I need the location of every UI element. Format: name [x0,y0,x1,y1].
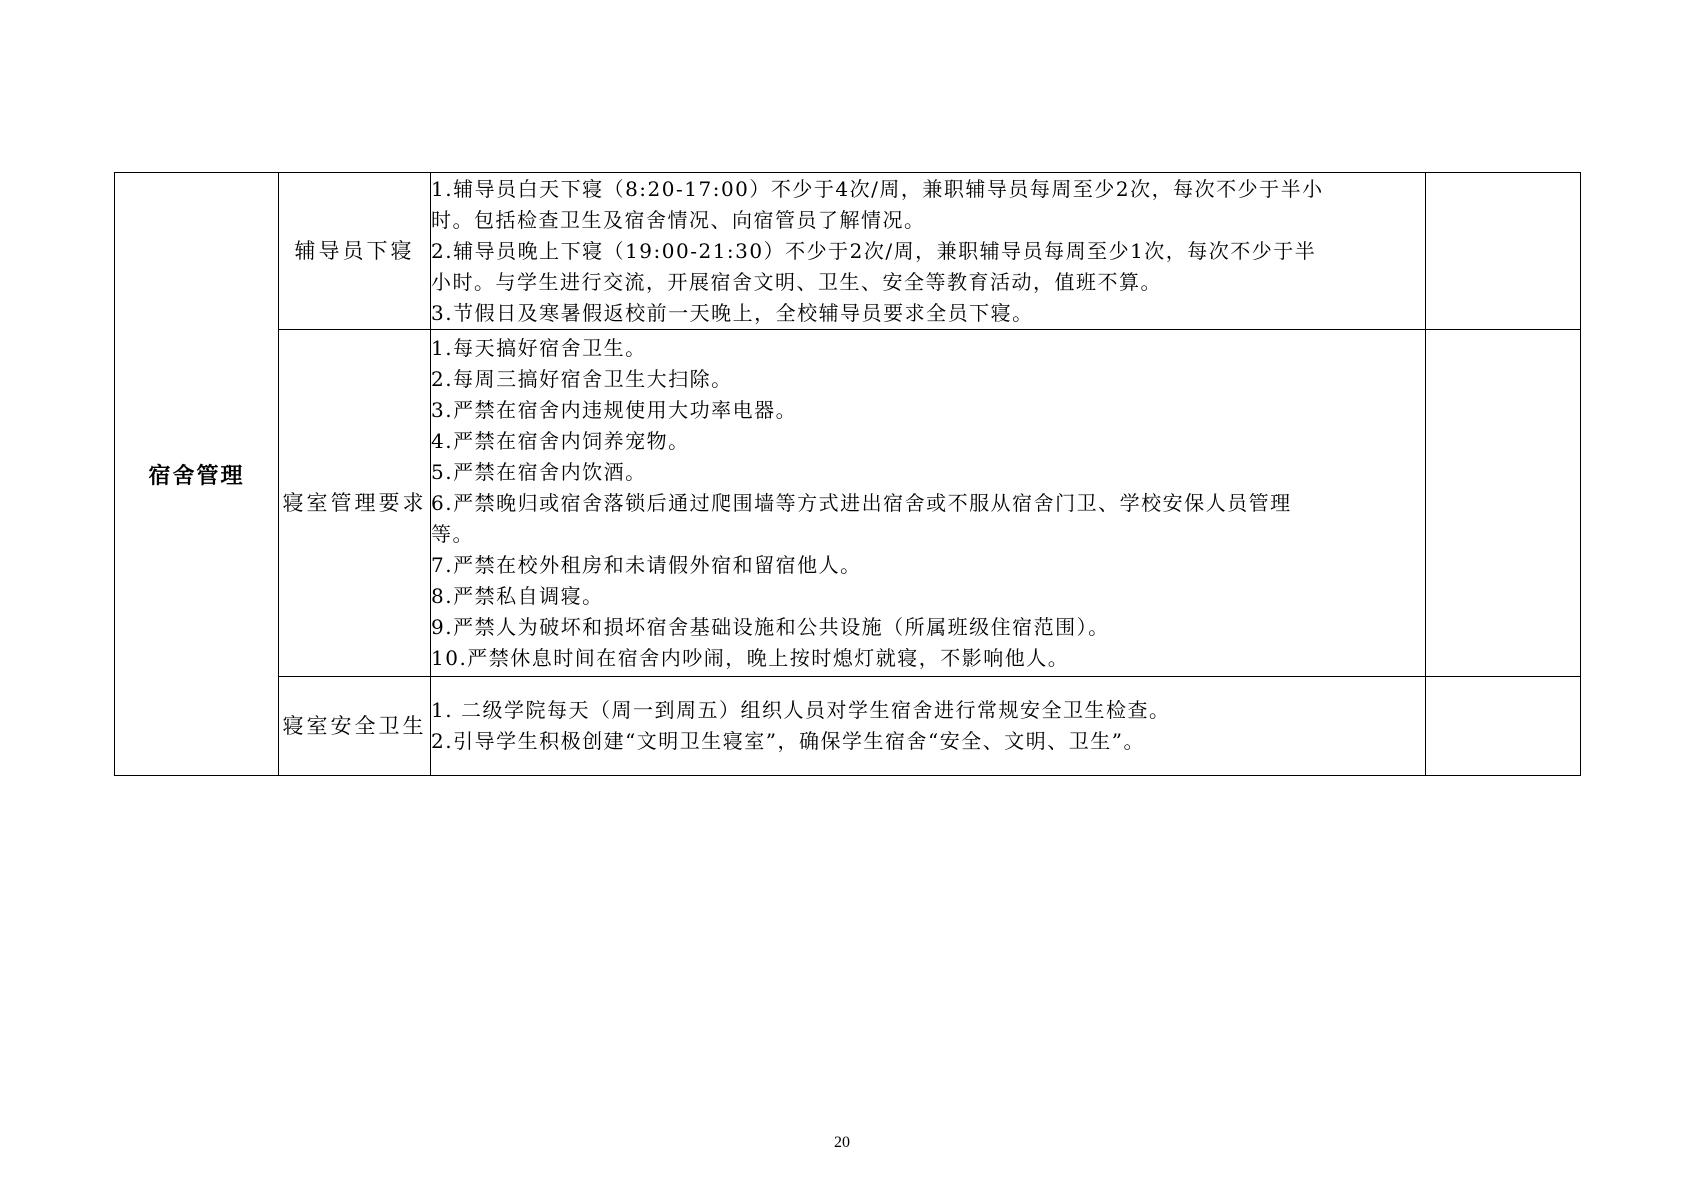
table-row [115,677,1581,776]
content-line: 1. 二级学院每天（周一到周五）组织人员对学生宿舍进行常规安全卫生检查。 [431,698,1171,722]
content-cell [431,330,1426,677]
content-line: 2.每周三搞好宿舍卫生大扫除。 [431,366,733,391]
score-cell [1426,173,1581,330]
page-number: 20 [834,1134,850,1151]
content-cell [431,677,1426,776]
content-line: 2.引导学生积极创建“文明卫生寝室”，确保学生宿舍“安全、文明、卫生”。 [431,729,1145,753]
item-cell: 寝室安全卫生 [279,677,431,776]
score-cell [1426,330,1581,677]
content-line: 小时。与学生进行交流，开展宿舍文明、卫生、安全等教育活动，值班不算。 [431,269,1162,294]
content-line: 等。 [431,521,474,546]
score-cell [1426,677,1581,776]
content-line: 4.严禁在宿舍内饲养宠物。 [431,428,690,453]
table-row [115,173,1581,330]
content-line: 时。包括检查卫生及宿舍情况、向宿管员了解情况。 [431,207,926,232]
content-cell [431,173,1426,330]
content-line: 3.节假日及寒暑假返校前一天晚上，全校辅导员要求全员下寝。 [431,300,1034,325]
content-line: 8.严禁私自调寝。 [431,583,604,608]
content-line: 6.严禁晚归或宿舍落锁后通过爬围墙等方式进出宿舍或不服从宿舍门卫、学校安保人员管理 [431,490,1292,515]
content-line: 7.严禁在校外租房和未请假外宿和留宿他人。 [431,552,862,577]
item-cell: 寝室管理要求 [279,330,431,677]
content-line: 10.严禁休息时间在宿舍内吵闹，晚上按时熄灯就寝，不影响他人。 [431,645,1070,670]
table-row [115,330,1581,677]
category-cell: 宿舍管理 [115,173,279,776]
content-line: 2.辅导员晚上下寝（19:00-21:30）不少于2次/周，兼职辅导员每周至少1次，每次不少于半 [431,238,1317,263]
content-line: 1.辅导员白天下寝（8:20-17:00）不少于4次/周，兼职辅导员每周至少2次，每次不少于半小 [431,176,1324,201]
item-cell: 辅导员下寝 [279,173,431,330]
content-line: 1.每天搞好宿舍卫生。 [431,335,647,360]
dormitory-management-table [114,172,1581,776]
content-line: 9.严禁人为破坏和损坏宿舍基础设施和公共设施（所属班级住宿范围）。 [431,614,1110,639]
content-line: 3.严禁在宿舍内违规使用大功率电器。 [431,397,798,422]
content-line: 5.严禁在宿舍内饮酒。 [431,459,647,484]
